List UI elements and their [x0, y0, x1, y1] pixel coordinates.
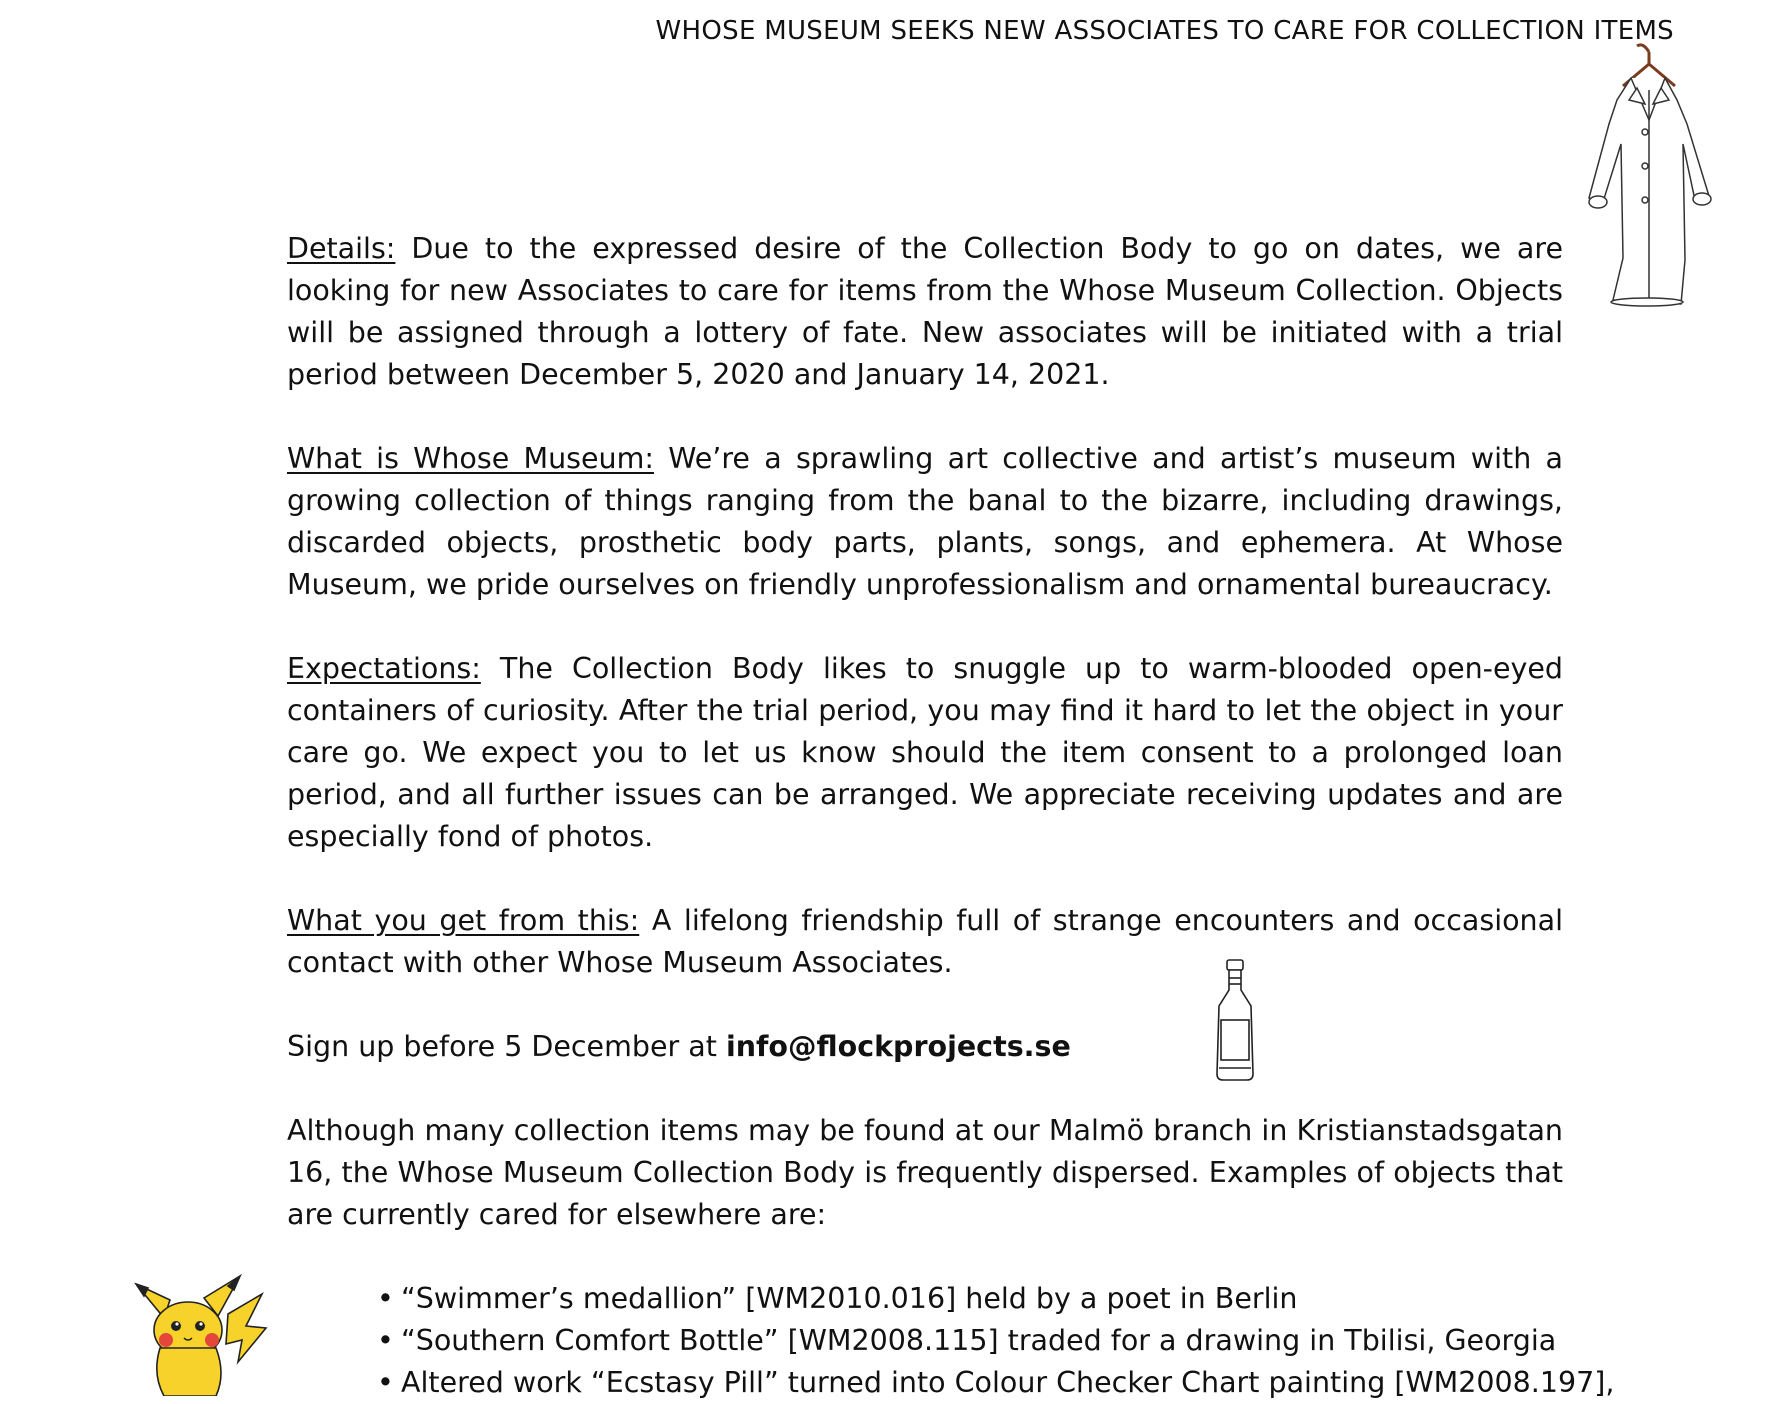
- details-paragraph: [287, 228, 1563, 396]
- examples-list: [287, 1278, 1615, 1404]
- signup-paragraph: [287, 1026, 1563, 1068]
- pikachu-icon: [130, 1270, 270, 1396]
- bottle-icon: [1205, 956, 1265, 1084]
- page-title: WHOSE MUSEUM SEEKS NEW ASSOCIATES TO CARE FOR COLLECTION ITEMS: [655, 16, 1674, 46]
- about-paragraph: [287, 438, 1563, 606]
- list-item: • “Swimmer’s medallion” [WM2010.016] held by a poet in Berlin: [377, 1278, 1563, 1320]
- intro-paragraph: Although many collection items may be found at our Malmö branch in Kristianstadsgatan 16, the Whose Museum Collection Body is frequently dispersed. Examples of objects that are currently cared for elsewhere are:: [287, 1114, 1563, 1231]
- details-text: Due to the expressed desire of the Collection Body to go on dates, we are looking for new Associates to care for items from the Whose Museum Collection. Objects will be assigned through a lottery of fate. New associates will be initiated with a trial period between December 5, 2020 and January 14, 2021.: [287, 232, 1563, 391]
- signup-text: Sign up before 5 December at: [287, 1030, 726, 1063]
- expectations-label: Expectations:: [287, 652, 481, 685]
- benefits-label: What you get from this:: [287, 904, 640, 937]
- expectations-paragraph: [287, 648, 1563, 858]
- benefits-paragraph: [287, 900, 1563, 984]
- expectations-text: The Collection Body likes to snuggle up to warm-blooded open-eyed containers of curiosity. After the trial period, you may find it hard to let the object in your care go. We expect you to let us know should the item consent to a prolonged loan period, and all further issues can be arranged. We appreciate receiving updates and are especially fond of photos.: [287, 652, 1563, 853]
- benefits-text: A lifelong friendship full of strange encounters and occasional contact with other Whose Museum Associates.: [287, 904, 1563, 979]
- lab-coat-icon: [1565, 38, 1727, 308]
- about-text: We’re a sprawling art collective and artist’s museum with a growing collection of things ranging from the banal to the bizarre, including drawings, discarded objects, prosthetic body parts, plants, songs, and ephemera. At Whose Museum, we pride ourselves on friendly unprofessionalism and ornamental bureaucracy.: [287, 442, 1563, 601]
- list-item: • “Southern Comfort Bottle” [WM2008.115] traded for a drawing in Tbilisi, Georgia: [377, 1320, 1563, 1362]
- list-item: • Altered work “Ecstasy Pill” turned into Colour Checker Chart painting [WM2008.197],: [377, 1362, 1563, 1404]
- signup-email[interactable]: info@flockprojects.se: [725, 1030, 1071, 1063]
- details-label: Details:: [287, 232, 396, 265]
- about-label: What is Whose Museum:: [287, 442, 654, 475]
